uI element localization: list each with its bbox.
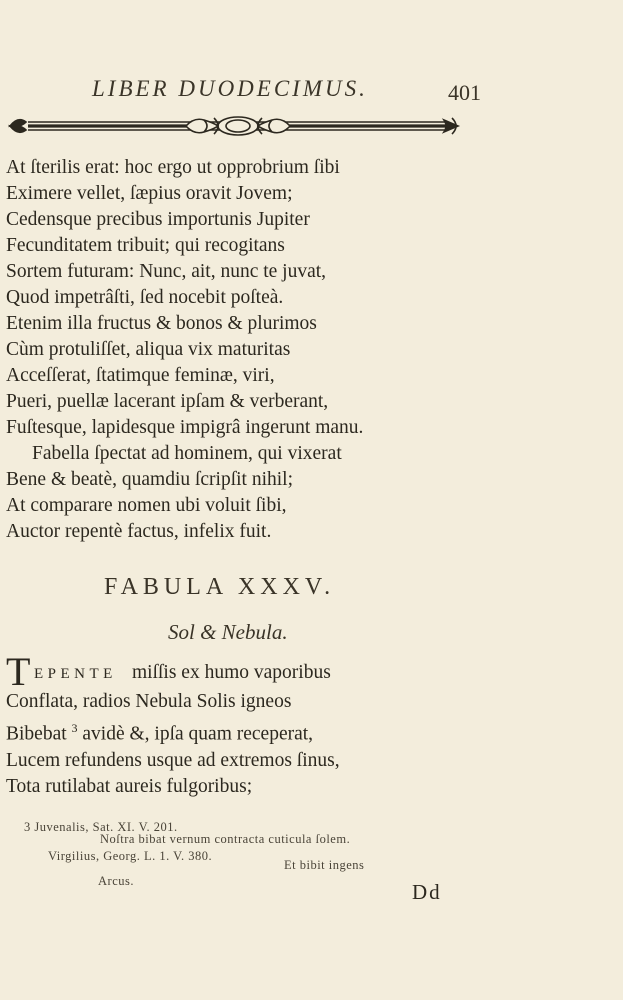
ornament-rule xyxy=(6,108,470,144)
verse-line: Conflata, radios Nebula Solis igneos xyxy=(6,691,292,712)
verse-line-end: avidè &, ipſa quam receperat, xyxy=(82,723,314,745)
verse-line: Cedensque precibus importunis Jupiter xyxy=(6,209,310,230)
verse-line: Auctor repentè factus, infelix fuit. xyxy=(6,521,272,542)
verse-line: At comparare nomen ubi voluit ſibi, xyxy=(6,495,287,516)
verse-block-top xyxy=(6,155,363,545)
footnote-line: Noſtra bibat vernum contracta cuticula ſolem. xyxy=(100,832,351,846)
verse-line: Bene & beatè, quamdiu ſcripſit nihil; xyxy=(6,469,294,490)
opening-line-rest: miſſis ex humo vaporibus xyxy=(132,662,331,683)
verse-line: Quod impetrâſti, ſed nocebit poſteà. xyxy=(6,287,284,308)
page-number: 401 xyxy=(448,80,481,105)
signature-mark: Dd xyxy=(412,880,442,904)
footnote-line: Arcus. xyxy=(98,874,134,888)
verse-line: Etenim illa fructus & bonos & plurimos xyxy=(6,313,317,334)
verse-line xyxy=(6,715,340,748)
fable-title: FABULA XXXV. xyxy=(104,574,336,600)
verse-line: Cùm protuliſſet, aliqua vix maturitas xyxy=(6,339,291,360)
verse-line: Tota rutilabat aureis fulgoribus; xyxy=(6,775,253,797)
verse-line: Fecunditatem tribuit; qui recogitans xyxy=(6,235,285,256)
verse-line: Eximere vellet, ſæpius oravit Jovem; xyxy=(6,183,293,204)
footnote-line: Et bibit ingens xyxy=(284,858,365,872)
drop-cap: T xyxy=(6,649,31,694)
opening-small-caps: EPENTE xyxy=(34,666,117,682)
footnote-marker: 3 xyxy=(71,721,78,735)
footnote-line: 3 Juvenalis, Sat. XI. V. 201. xyxy=(24,820,178,834)
verse-line: Pueri, puellæ lacerant ipſam & verberant, xyxy=(6,391,329,412)
running-title: LIBER DUODECIMUS. xyxy=(92,76,368,101)
verse-line: Sortem futuram: Nunc, ait, nunc te juvat, xyxy=(6,261,327,282)
footnote-line: Virgilius, Georg. L. 1. V. 380. xyxy=(48,849,213,863)
verse-line: Lucem refundens usque ad extremos ſinus, xyxy=(6,749,340,771)
verse-line: Fuſtesque, lapidesque impigrâ ingerunt manu. xyxy=(6,417,364,438)
verse-line: Fabella ſpectat ad hominem, qui vixerat xyxy=(32,443,342,464)
verse-block-bottom xyxy=(6,689,340,800)
verse-line: At ſterilis erat: hoc ergo ut opprobrium ſibi xyxy=(6,157,340,178)
verse-line: Acceſſerat, ſtatimque feminæ, viri, xyxy=(6,365,275,386)
verse-line-start: Bibebat xyxy=(6,723,67,745)
fable-subtitle: Sol & Nebula. xyxy=(168,620,288,644)
